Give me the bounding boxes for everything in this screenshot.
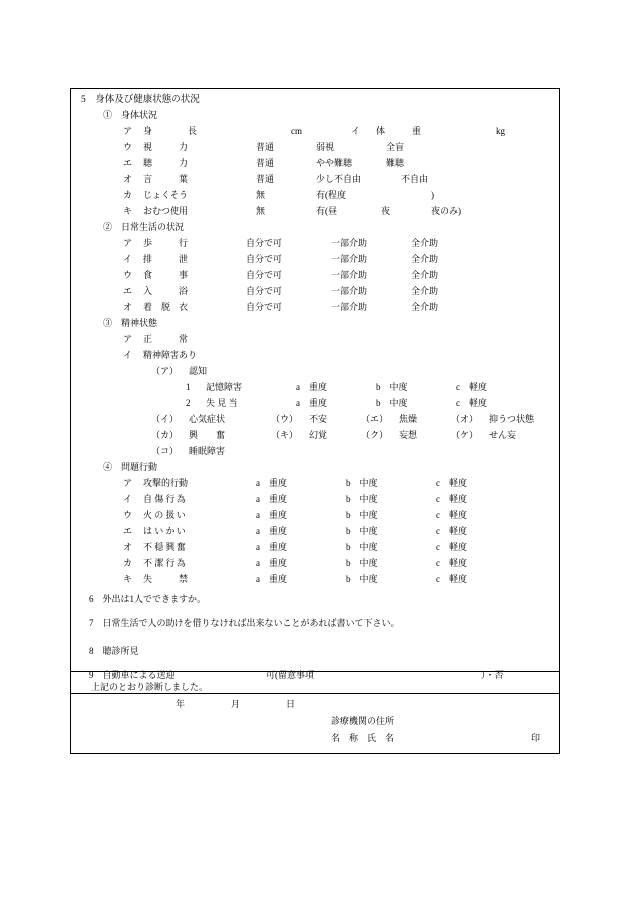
row-uncleanliness [81, 559, 549, 575]
row-wandering-marker: エ [123, 525, 133, 536]
row-bathing-opt1[interactable]: 自分で可 [246, 285, 283, 296]
row-vision-opt1[interactable]: 普通 [256, 141, 275, 152]
row-memory-label: 記憶障害 [206, 381, 243, 392]
row-agitation-grade-c[interactable]: c 軽度 [436, 541, 467, 552]
row-meal-opt2[interactable]: 一部介助 [331, 269, 368, 280]
footer-seal: 印 [531, 733, 541, 743]
row-height-marker: ア [123, 125, 133, 136]
row-dressing-marker: オ [123, 301, 133, 312]
sub-depression-marker: （オ） [451, 413, 479, 424]
item6-label: 6 外出は1人でできますか。 [89, 593, 207, 604]
group3-label: ③ 精神状態 [103, 317, 158, 328]
row-speech-item: 言 葉 [143, 173, 189, 184]
sub-hypochondria-marker: （イ） [151, 413, 179, 424]
footer-statement: 上記のとおり診断しました。 [91, 682, 209, 692]
row-excretion-opt2[interactable]: 一部介助 [331, 253, 368, 264]
row-disorientation-label: 失 見 当 [206, 397, 238, 408]
row-aggression-grade-c[interactable]: c 軽度 [436, 477, 467, 488]
row-incontinence [81, 575, 549, 591]
row-walking [81, 239, 549, 255]
row-agitation-grade-b[interactable]: b 中度 [346, 541, 378, 552]
row-mental-normal-marker: ア [123, 333, 133, 344]
row-walking-opt2[interactable]: 一部介助 [331, 237, 368, 248]
row-mental-sub-3 [81, 447, 549, 463]
row-cognition-label [81, 367, 549, 383]
group2-label: ② 日常生活の状況 [103, 221, 185, 232]
row-meal-opt3[interactable]: 全介助 [411, 269, 439, 280]
row-dressing-opt3[interactable]: 全介助 [411, 301, 439, 312]
row-bedsore-opt-yes[interactable]: 有(程度 [316, 189, 346, 200]
row-incontinence-grade-a[interactable]: a 重度 [256, 573, 287, 584]
row-disorientation [81, 399, 549, 415]
row-wandering-grade-b[interactable]: b 中度 [346, 525, 378, 536]
sub-hypochondria-label[interactable]: 心気症状 [189, 413, 226, 424]
sub-anxiety-label[interactable]: 不安 [309, 413, 328, 424]
row-memory-grade-b[interactable]: b 中度 [376, 381, 408, 392]
medical-form-box [70, 88, 560, 694]
footer-date-month[interactable]: 月 [231, 699, 241, 709]
sub-sleep-marker: （コ） [151, 445, 179, 456]
item9-option-yes[interactable]: 可(留意事項 [266, 669, 314, 680]
row-diaper [81, 207, 549, 223]
sub-sleep-label[interactable]: 睡眠障害 [189, 445, 226, 456]
row-walking-marker: ア [123, 237, 133, 248]
group1-label-row [81, 111, 549, 127]
row-uncleanliness-grade-a[interactable]: a 重度 [256, 557, 287, 568]
row-vision-item: 視 力 [143, 141, 189, 152]
row-diaper-opt-none[interactable]: 無 [256, 205, 266, 216]
sub-irritation-label[interactable]: 焦燥 [399, 413, 418, 424]
group4-label-row [81, 463, 549, 479]
row-diaper-opt-nightonly[interactable]: 夜のみ) [431, 205, 461, 216]
row-bedsore [81, 191, 549, 207]
row-bathing-opt3[interactable]: 全介助 [411, 285, 439, 296]
row-wandering-grade-c[interactable]: c 軽度 [436, 525, 467, 536]
row-hearing-opt3[interactable]: 難聴 [386, 157, 405, 168]
row-dressing-opt1[interactable]: 自分で可 [246, 301, 283, 312]
row-uncleanliness-item: 不 潔 行 為 [143, 557, 186, 568]
row-mental-normal-item[interactable]: 正 常 [143, 333, 189, 344]
row-agitation [81, 543, 549, 559]
row-aggression-marker: ア [123, 477, 133, 488]
row-dressing-opt2[interactable]: 一部介助 [331, 301, 368, 312]
footer-date-row [81, 697, 549, 714]
row-fire-grade-c[interactable]: c 軽度 [436, 509, 467, 520]
row-diaper-opt-night[interactable]: 夜 [381, 205, 391, 216]
row-speech [81, 175, 549, 191]
row-speech-opt2[interactable]: 少し不自由 [316, 173, 362, 184]
row-bedsore-paren-close: ) [431, 189, 434, 200]
sub-excitement-marker: （カ） [151, 429, 179, 440]
row-aggression [81, 479, 549, 495]
row-speech-opt1[interactable]: 普通 [256, 173, 275, 184]
item9-option-close[interactable]: ）・否 [481, 669, 504, 680]
row-bedsore-item: じょくそう [143, 189, 189, 200]
footer-clinic-address[interactable]: 診療機関の住所 [331, 716, 395, 726]
row-memory-no: 1 [186, 381, 191, 392]
sub-depression-label[interactable]: 抑うつ状態 [489, 413, 535, 424]
row-bathing-opt2[interactable]: 一部介助 [331, 285, 368, 296]
row-weight-item: 体 重 [376, 125, 422, 136]
row-mental-disorder [81, 351, 549, 367]
row-disorientation-no: 2 [186, 397, 191, 408]
sub-irritation-marker: （エ） [361, 413, 389, 424]
footer-clinic-address-row [81, 714, 549, 731]
item9-label: 9 自動車による送迎 [89, 669, 175, 680]
group1-label: ① 身体状況 [103, 109, 158, 120]
sub-delusion-marker: （ク） [361, 429, 389, 440]
row-speech-opt3[interactable]: 不自由 [401, 173, 429, 184]
row-fire-item: 火 の 扱 い [143, 509, 186, 520]
row-hearing-opt1[interactable]: 普通 [256, 157, 275, 168]
item8-label: 8 聴診所見 [89, 645, 139, 656]
row-wandering-item: は い か い [143, 525, 186, 536]
row-height-unit-cm: cm [291, 125, 302, 136]
sub-hallucination-marker: （キ） [271, 429, 299, 440]
row-bedsore-marker: カ [123, 189, 133, 200]
row-weight-unit-kg: kg [496, 125, 505, 136]
row-excretion-opt1[interactable]: 自分で可 [246, 253, 283, 264]
row-uncleanliness-grade-c[interactable]: c 軽度 [436, 557, 467, 568]
footer-statement-row [81, 680, 549, 697]
sub-excitement-label[interactable]: 興 奮 [189, 429, 226, 440]
row-meal-opt1[interactable]: 自分で可 [246, 269, 283, 280]
row-selfharm-grade-b[interactable]: b 中度 [346, 493, 378, 504]
row-excretion-opt3[interactable]: 全介助 [411, 253, 439, 264]
row-incontinence-grade-b[interactable]: b 中度 [346, 573, 378, 584]
sub-anxiety-marker: （ウ） [271, 413, 299, 424]
row-hearing-item: 聴 力 [143, 157, 189, 168]
row-selfharm [81, 495, 549, 511]
row-vision-marker: ウ [123, 141, 133, 152]
row-wandering-grade-a[interactable]: a 重度 [256, 525, 287, 536]
row-excretion-item: 排 泄 [143, 253, 189, 264]
row-fire-grade-b[interactable]: b 中度 [346, 509, 378, 520]
row-excretion [81, 255, 549, 271]
row-diaper-marker: キ [123, 205, 133, 216]
footer-date-year[interactable]: 年 [176, 699, 186, 709]
row-aggression-item: 攻撃的行動 [143, 477, 189, 488]
row-meal-marker: ウ [123, 269, 133, 280]
row-walking-item: 歩 行 [143, 237, 189, 248]
row-incontinence-grade-c[interactable]: c 軽度 [436, 573, 467, 584]
row-memory-grade-a[interactable]: a 重度 [296, 381, 327, 392]
sub-delirium-marker: （ケ） [451, 429, 479, 440]
row-wandering [81, 527, 549, 543]
group2-label-row [81, 223, 549, 239]
row-aggression-grade-a[interactable]: a 重度 [256, 477, 287, 488]
item8-row [81, 643, 549, 669]
row-bathing [81, 287, 549, 303]
row-vision [81, 143, 549, 159]
row-meal-item: 食 事 [143, 269, 189, 280]
section5-title: 5 身体及び健康状態の状況 [81, 95, 200, 105]
row-agitation-marker: オ [123, 541, 133, 552]
row-memory-disorder [81, 383, 549, 399]
row-aggression-grade-b[interactable]: b 中度 [346, 477, 378, 488]
item7-row [81, 613, 549, 643]
row-mental-disorder-marker: イ [123, 349, 133, 360]
row-excretion-marker: イ [123, 253, 133, 264]
row-mental-normal [81, 335, 549, 351]
row-speech-marker: オ [123, 173, 133, 184]
row-hearing [81, 159, 549, 175]
item6-row [81, 591, 549, 613]
row-diaper-opt-day[interactable]: 有(昼 [316, 205, 337, 216]
row-disorientation-grade-a[interactable]: a 重度 [296, 397, 327, 408]
row-fire [81, 511, 549, 527]
row-bathing-marker: エ [123, 285, 133, 296]
row-dressing-item: 着 脱 衣 [143, 301, 189, 312]
row-cognition-label-text: 認知 [189, 365, 208, 376]
row-agitation-item: 不 穏 興 奮 [143, 541, 186, 552]
item7-label: 7 日常生活で人の助けを借りなければ出来ないことがあれば書いて下さい。 [89, 617, 400, 628]
row-memory-grade-c[interactable]: c 軽度 [456, 381, 487, 392]
row-incontinence-marker: キ [123, 573, 133, 584]
diagnosis-footer-box [70, 671, 560, 754]
row-fire-marker: ウ [123, 509, 133, 520]
row-mental-sub-2 [81, 431, 549, 447]
row-walking-opt3[interactable]: 全介助 [411, 237, 439, 248]
sub-delirium-label[interactable]: せん妄 [489, 429, 517, 440]
row-selfharm-marker: イ [123, 493, 133, 504]
row-mental-sub-1 [81, 415, 549, 431]
footer-clinic-name[interactable]: 名 称 氏 名 [331, 733, 395, 743]
row-disorientation-grade-c[interactable]: c 軽度 [456, 397, 487, 408]
row-height [81, 127, 549, 143]
row-selfharm-grade-a[interactable]: a 重度 [256, 493, 287, 504]
row-uncleanliness-grade-b[interactable]: b 中度 [346, 557, 378, 568]
row-bathing-item: 入 浴 [143, 285, 189, 296]
row-disorientation-grade-b[interactable]: b 中度 [376, 397, 408, 408]
row-cognition-marker: （ア） [151, 365, 179, 376]
row-vision-opt2[interactable]: 弱視 [316, 141, 335, 152]
row-fire-grade-a[interactable]: a 重度 [256, 509, 287, 520]
row-bedsore-opt-none[interactable]: 無 [256, 189, 266, 200]
row-selfharm-grade-c[interactable]: c 軽度 [436, 493, 467, 504]
row-vision-opt3[interactable]: 全盲 [386, 141, 405, 152]
row-mental-disorder-item[interactable]: 精神障害あり [143, 349, 198, 360]
row-weight-marker: イ [351, 125, 361, 136]
row-height-item: 身 長 [143, 125, 198, 136]
row-incontinence-item: 失 禁 [143, 573, 189, 584]
row-diaper-item: おむつ使用 [143, 205, 189, 216]
row-walking-opt1[interactable]: 自分で可 [246, 237, 283, 248]
group4-label: ④ 問題行動 [103, 461, 158, 472]
row-agitation-grade-a[interactable]: a 重度 [256, 541, 287, 552]
row-hearing-marker: エ [123, 157, 133, 168]
footer-clinic-name-row [81, 731, 549, 748]
row-meal [81, 271, 549, 287]
group3-label-row [81, 319, 549, 335]
footer-date-day[interactable]: 日 [286, 699, 296, 709]
sub-delusion-label[interactable]: 妄想 [399, 429, 418, 440]
sub-hallucination-label[interactable]: 幻覚 [309, 429, 328, 440]
row-dressing [81, 303, 549, 319]
row-hearing-opt2[interactable]: やや難聴 [316, 157, 353, 168]
row-uncleanliness-marker: カ [123, 557, 133, 568]
row-selfharm-item: 自 傷 行 為 [143, 493, 186, 504]
